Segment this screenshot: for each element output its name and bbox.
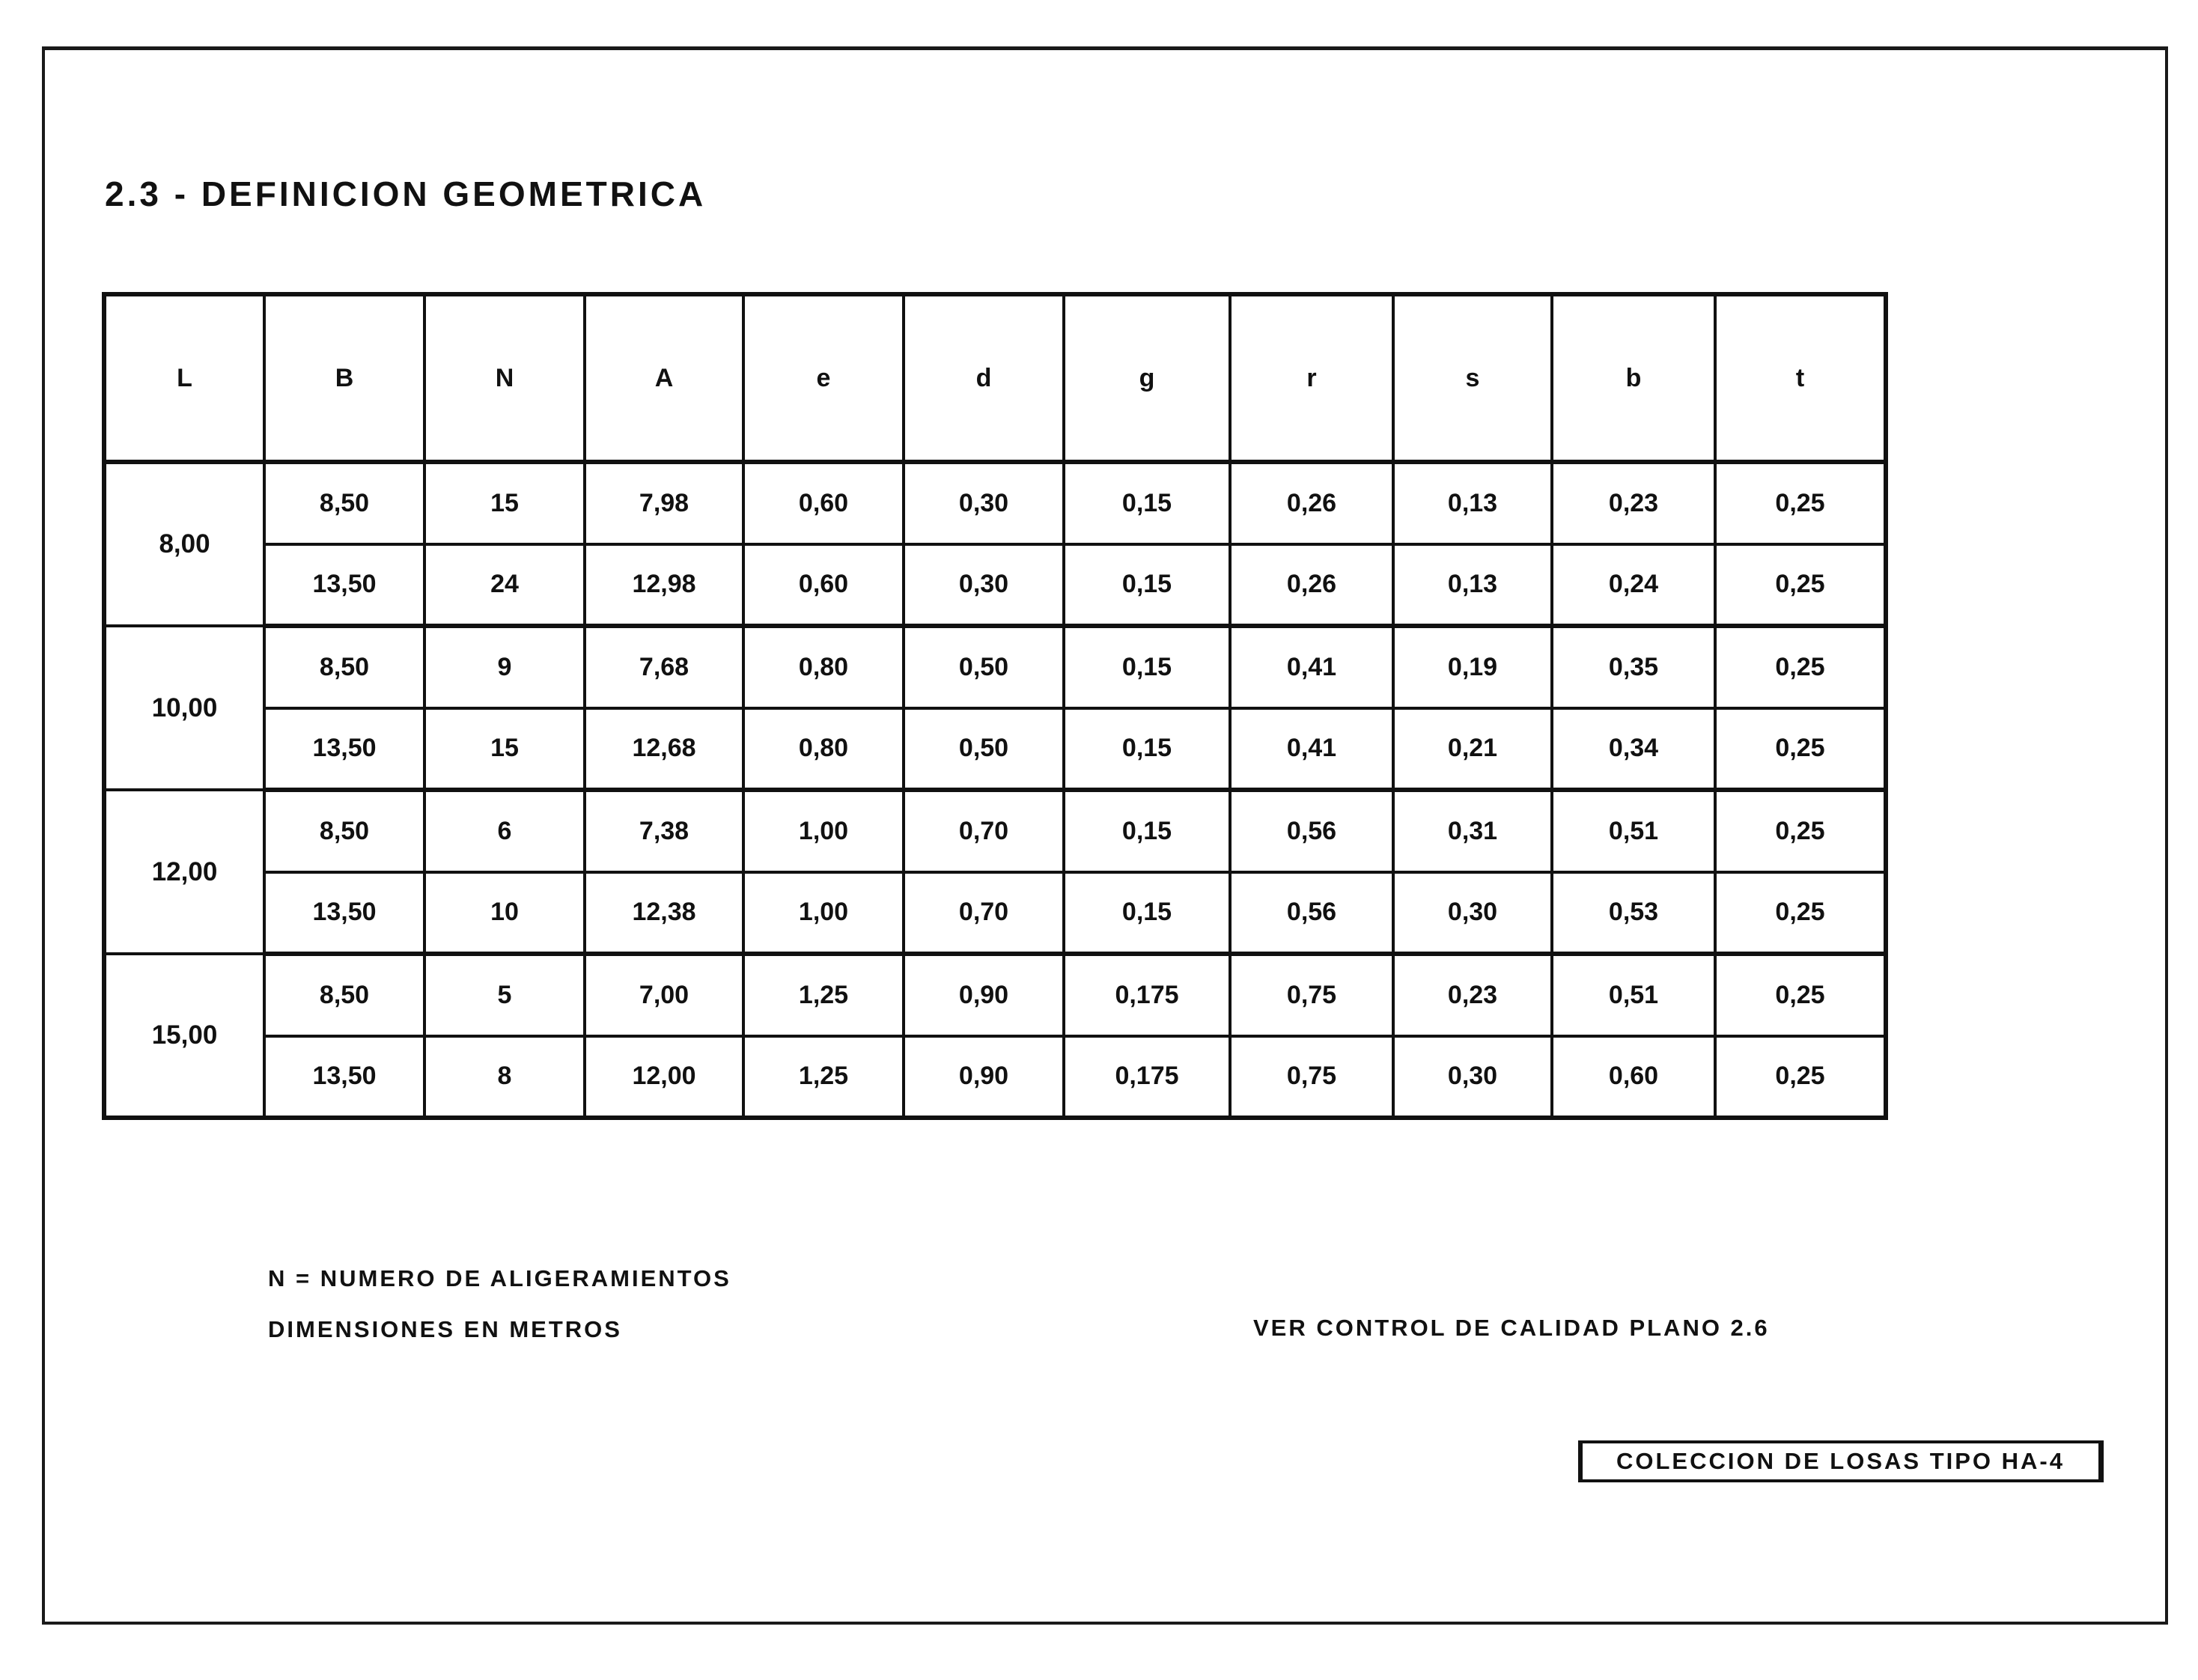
table-cell: 13,50 bbox=[264, 544, 424, 627]
table-cell: 8,50 bbox=[264, 790, 424, 872]
table-cell: 0,26 bbox=[1230, 544, 1393, 627]
table-cell: 0,15 bbox=[1064, 872, 1230, 955]
column-header-a: A bbox=[585, 294, 743, 462]
table-cell: 0,50 bbox=[904, 708, 1064, 791]
table-cell: 0,25 bbox=[1715, 954, 1886, 1036]
column-header-b-lower: b bbox=[1552, 294, 1715, 462]
table-cell: 0,175 bbox=[1064, 1036, 1230, 1119]
table-cell: 0,26 bbox=[1230, 462, 1393, 544]
table-row bbox=[104, 1036, 1886, 1119]
table-cell: 12,38 bbox=[585, 872, 743, 955]
table-row bbox=[104, 626, 1886, 708]
table-cell: 6 bbox=[424, 790, 585, 872]
table-cell: 13,50 bbox=[264, 1036, 424, 1119]
table-cell: 0,15 bbox=[1064, 544, 1230, 627]
table-cell: 0,51 bbox=[1552, 954, 1715, 1036]
table-cell: 0,31 bbox=[1393, 790, 1552, 872]
table-cell: 0,90 bbox=[904, 954, 1064, 1036]
table-cell: 0,25 bbox=[1715, 462, 1886, 544]
table-cell: 0,25 bbox=[1715, 626, 1886, 708]
page-title: 2.3 - DEFINICION GEOMETRICA bbox=[105, 174, 707, 213]
table-cell: 0,70 bbox=[904, 790, 1064, 872]
table-cell: 0,30 bbox=[904, 462, 1064, 544]
table-row bbox=[104, 790, 1886, 872]
note-n-definition: N = NUMERO DE ALIGERAMIENTOS bbox=[268, 1265, 731, 1291]
collection-label-box bbox=[1578, 1440, 2104, 1482]
table-cell: 0,25 bbox=[1715, 872, 1886, 955]
table-cell: 0,25 bbox=[1715, 544, 1886, 627]
table-cell: 0,21 bbox=[1393, 708, 1552, 791]
column-header-t: t bbox=[1715, 294, 1886, 462]
table-cell: 0,25 bbox=[1715, 790, 1886, 872]
table-cell: 0,34 bbox=[1552, 708, 1715, 791]
table-cell: 0,41 bbox=[1230, 626, 1393, 708]
table-cell: 0,75 bbox=[1230, 954, 1393, 1036]
table-cell: 12,00 bbox=[585, 1036, 743, 1119]
table-cell: 0,35 bbox=[1552, 626, 1715, 708]
table-cell: 0,60 bbox=[743, 544, 904, 627]
table-cell: 0,24 bbox=[1552, 544, 1715, 627]
table-cell: 10 bbox=[424, 872, 585, 955]
table-cell: 0,15 bbox=[1064, 790, 1230, 872]
table-cell: 7,38 bbox=[585, 790, 743, 872]
table-cell: 0,19 bbox=[1393, 626, 1552, 708]
table-cell: 0,56 bbox=[1230, 790, 1393, 872]
span-l-cell: 8,00 bbox=[104, 462, 264, 626]
column-header-d: d bbox=[904, 294, 1064, 462]
table-cell: 12,68 bbox=[585, 708, 743, 791]
table-cell: 8,50 bbox=[264, 462, 424, 544]
table-row bbox=[104, 872, 1886, 955]
table-row bbox=[104, 462, 1886, 544]
table-cell: 0,23 bbox=[1552, 462, 1715, 544]
collection-label: COLECCION DE LOSAS TIPO HA-4 bbox=[1616, 1448, 2065, 1474]
table-cell: 0,56 bbox=[1230, 872, 1393, 955]
table-cell: 0,15 bbox=[1064, 462, 1230, 544]
table-cell: 12,98 bbox=[585, 544, 743, 627]
table-cell: 8,50 bbox=[264, 626, 424, 708]
table-cell: 0,75 bbox=[1230, 1036, 1393, 1119]
table-cell: 1,00 bbox=[743, 872, 904, 955]
table-cell: 0,13 bbox=[1393, 462, 1552, 544]
table-cell: 0,23 bbox=[1393, 954, 1552, 1036]
table-cell: 0,30 bbox=[1393, 872, 1552, 955]
table-cell: 0,175 bbox=[1064, 954, 1230, 1036]
table-cell: 0,15 bbox=[1064, 708, 1230, 791]
table-cell: 13,50 bbox=[264, 872, 424, 955]
table-header-row bbox=[104, 294, 1886, 462]
table-cell: 13,50 bbox=[264, 708, 424, 791]
table-cell: 5 bbox=[424, 954, 585, 1036]
table-cell: 0,50 bbox=[904, 626, 1064, 708]
table-cell: 9 bbox=[424, 626, 585, 708]
table-cell: 0,80 bbox=[743, 708, 904, 791]
table-cell: 0,90 bbox=[904, 1036, 1064, 1119]
column-header-s: s bbox=[1393, 294, 1552, 462]
table-cell: 0,80 bbox=[743, 626, 904, 708]
span-l-cell: 10,00 bbox=[104, 626, 264, 790]
column-header-e: e bbox=[743, 294, 904, 462]
table-cell: 0,30 bbox=[904, 544, 1064, 627]
table-cell: 15 bbox=[424, 708, 585, 791]
table-cell: 0,25 bbox=[1715, 1036, 1886, 1119]
table-cell: 0,51 bbox=[1552, 790, 1715, 872]
note-dimensions: DIMENSIONES EN METROS bbox=[268, 1316, 622, 1342]
table-cell: 0,60 bbox=[743, 462, 904, 544]
table-cell: 1,00 bbox=[743, 790, 904, 872]
table-cell: 0,30 bbox=[1393, 1036, 1552, 1119]
table-row bbox=[104, 954, 1886, 1036]
table-cell: 0,60 bbox=[1552, 1036, 1715, 1119]
table-cell: 0,70 bbox=[904, 872, 1064, 955]
table-cell: 8,50 bbox=[264, 954, 424, 1036]
column-header-l: L bbox=[104, 294, 264, 462]
note-quality-control: VER CONTROL DE CALIDAD PLANO 2.6 bbox=[1253, 1315, 1770, 1341]
span-l-cell: 12,00 bbox=[104, 790, 264, 954]
table-cell: 7,68 bbox=[585, 626, 743, 708]
table-cell: 8 bbox=[424, 1036, 585, 1119]
table-cell: 15 bbox=[424, 462, 585, 544]
column-header-r: r bbox=[1230, 294, 1393, 462]
table-cell: 7,00 bbox=[585, 954, 743, 1036]
column-header-n: N bbox=[424, 294, 585, 462]
table-cell: 1,25 bbox=[743, 1036, 904, 1119]
table-cell: 0,41 bbox=[1230, 708, 1393, 791]
column-header-g: g bbox=[1064, 294, 1230, 462]
table-cell: 7,98 bbox=[585, 462, 743, 544]
table-cell: 0,25 bbox=[1715, 708, 1886, 791]
table-cell: 24 bbox=[424, 544, 585, 627]
table-row bbox=[104, 708, 1886, 791]
table-cell: 1,25 bbox=[743, 954, 904, 1036]
table-row bbox=[104, 544, 1886, 627]
table-cell: 0,53 bbox=[1552, 872, 1715, 955]
table-cell: 0,13 bbox=[1393, 544, 1552, 627]
span-l-cell: 15,00 bbox=[104, 954, 264, 1118]
table-cell: 0,15 bbox=[1064, 626, 1230, 708]
geometry-table bbox=[102, 292, 1888, 1120]
column-header-b: B bbox=[264, 294, 424, 462]
